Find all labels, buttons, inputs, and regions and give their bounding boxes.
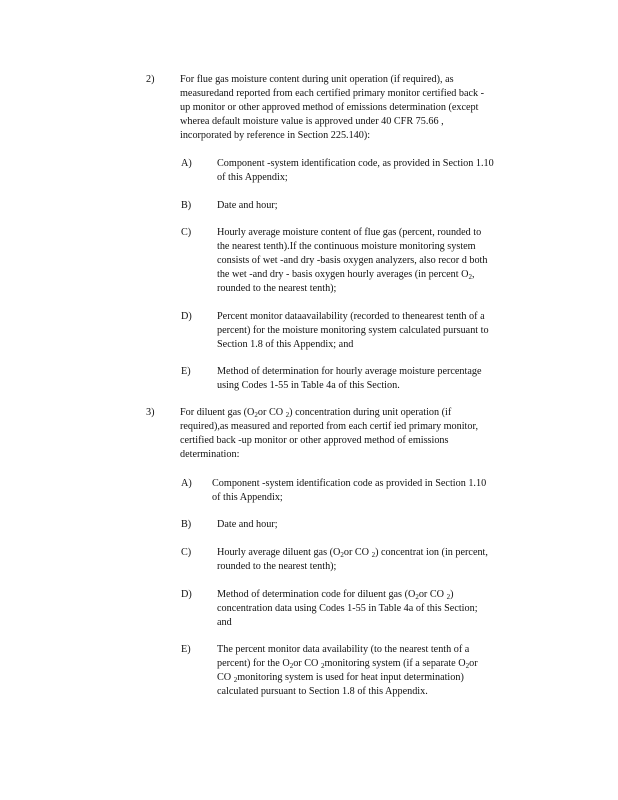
text-line: and bbox=[217, 617, 232, 628]
text-line: CO $_2$monitoring system is used for heat input determination) bbox=[217, 672, 464, 684]
sub-item-letter: C) bbox=[181, 547, 192, 558]
sub-item-text bbox=[217, 546, 537, 574]
subscript: 2 bbox=[285, 411, 290, 419]
subscript: 2 bbox=[320, 662, 325, 670]
text-line: up monitor or other approved method of emissions determination (except bbox=[180, 102, 479, 113]
subscript: 2 bbox=[468, 273, 472, 281]
subscript: 2 bbox=[465, 662, 470, 670]
text-line: wherea default moisture value is approved under 40 CFR 75.66 , bbox=[180, 116, 444, 127]
text-line: calculated pursuant to Section 1.8 of this Appendix. bbox=[217, 686, 428, 697]
subscript: 2 bbox=[254, 411, 258, 419]
text-line: determination: bbox=[180, 449, 240, 460]
sub-item-text bbox=[212, 477, 532, 505]
text-line: Method of determination for hourly average moisture percentage bbox=[217, 366, 482, 377]
subscript: 2 bbox=[233, 676, 238, 684]
text-line: For diluent gas ($O_2or$ CO $_2$) concentration during unit operation (if bbox=[180, 407, 452, 419]
sub-item-letter: E) bbox=[181, 366, 191, 377]
item-number: 3) bbox=[146, 407, 155, 418]
text-line: Percent monitor dataavailability (recorded to thenearest tenth of a bbox=[217, 311, 485, 322]
subscript: 2 bbox=[340, 551, 344, 559]
subscript: 2 bbox=[446, 593, 451, 601]
sub-item-letter: A) bbox=[181, 478, 192, 489]
subscript: 2 bbox=[415, 593, 419, 601]
sub-item-letter: D) bbox=[181, 589, 192, 600]
text-line: Method of determination code for diluent gas ($O_2or$ CO $_2$) bbox=[217, 589, 454, 601]
text-line: rounded to the nearest tenth); bbox=[217, 561, 337, 572]
sub-item-letter: C) bbox=[181, 227, 192, 238]
text-line: incorporated by reference in Section 225.140): bbox=[180, 130, 371, 141]
text-line: rounded to the nearest tenth); bbox=[217, 283, 337, 294]
sub-item-letter: A) bbox=[181, 158, 192, 169]
text-line: of this Appendix; bbox=[217, 172, 288, 183]
sub-item-text bbox=[217, 518, 537, 532]
sub-item-text bbox=[217, 199, 537, 213]
sub-item-text bbox=[217, 157, 537, 185]
sub-item-letter: B) bbox=[181, 519, 192, 530]
text-line: Hourly average diluent gas ($O_2or$ CO $_2$) concentrat ion (in percent, bbox=[217, 547, 488, 559]
subscript: 2 bbox=[289, 662, 294, 670]
text-line: consists of wet -and dry -basis oxygen analyzers, also recor d both bbox=[217, 255, 488, 266]
text-line: Section 1.8 of this Appendix; and bbox=[217, 339, 354, 350]
text-line: percent) for the moisture monitoring system calculated pursuant to bbox=[217, 325, 489, 336]
sub-item-text bbox=[217, 643, 537, 699]
text-line: concentration data using Codes 1-55 in Table 4a of this Section; bbox=[217, 603, 478, 614]
sub-item-letter: D) bbox=[181, 311, 192, 322]
text-line: Date and hour; bbox=[217, 200, 278, 211]
item-text bbox=[180, 73, 535, 143]
sub-item-text bbox=[217, 588, 537, 630]
item-number: 2) bbox=[146, 74, 155, 85]
text-line: measuredand reported from each certified primary monitor certified back - bbox=[180, 88, 485, 99]
text-line: Component -system identification code as provided in Section 1.10 bbox=[212, 478, 487, 489]
sub-item-text bbox=[217, 365, 537, 393]
text-line: For flue gas moisture content during unit operation (if required), as bbox=[180, 74, 454, 85]
text-line: Hourly average moisture content of flue gas (percent, rounded to bbox=[217, 227, 482, 238]
sub-item-letter: E) bbox=[181, 644, 191, 655]
text-line: the nearest tenth).If the continuous moisture monitoring system bbox=[217, 241, 476, 252]
sub-item-letter: B) bbox=[181, 200, 192, 211]
subscript: 2 bbox=[371, 551, 376, 559]
text-line: Component -system identification code, as provided in Section 1.10 bbox=[217, 158, 494, 169]
item-text bbox=[180, 406, 535, 462]
text-line: using Codes 1-55 in Table 4a of this Section. bbox=[217, 380, 400, 391]
text-line: certified back -up monitor or other approved method of emissions bbox=[180, 435, 449, 446]
text-line: Date and hour; bbox=[217, 519, 278, 530]
text-line: The percent monitor data availability (to the nearest tenth of a bbox=[217, 644, 470, 655]
text-line: percent) for the $O_2or$ CO $_2$monitoring system (if a separate $O_2or$ bbox=[217, 658, 478, 670]
text-line: required),as measured and reported from each certif ied primary monitor, bbox=[180, 421, 479, 432]
text-line: the wet -and dry - basis oxygen hourly averages (in percent $O_2$, bbox=[217, 269, 475, 281]
sub-item-text bbox=[217, 226, 537, 296]
sub-item-text bbox=[217, 310, 537, 352]
text-line: of this Appendix; bbox=[212, 492, 283, 503]
